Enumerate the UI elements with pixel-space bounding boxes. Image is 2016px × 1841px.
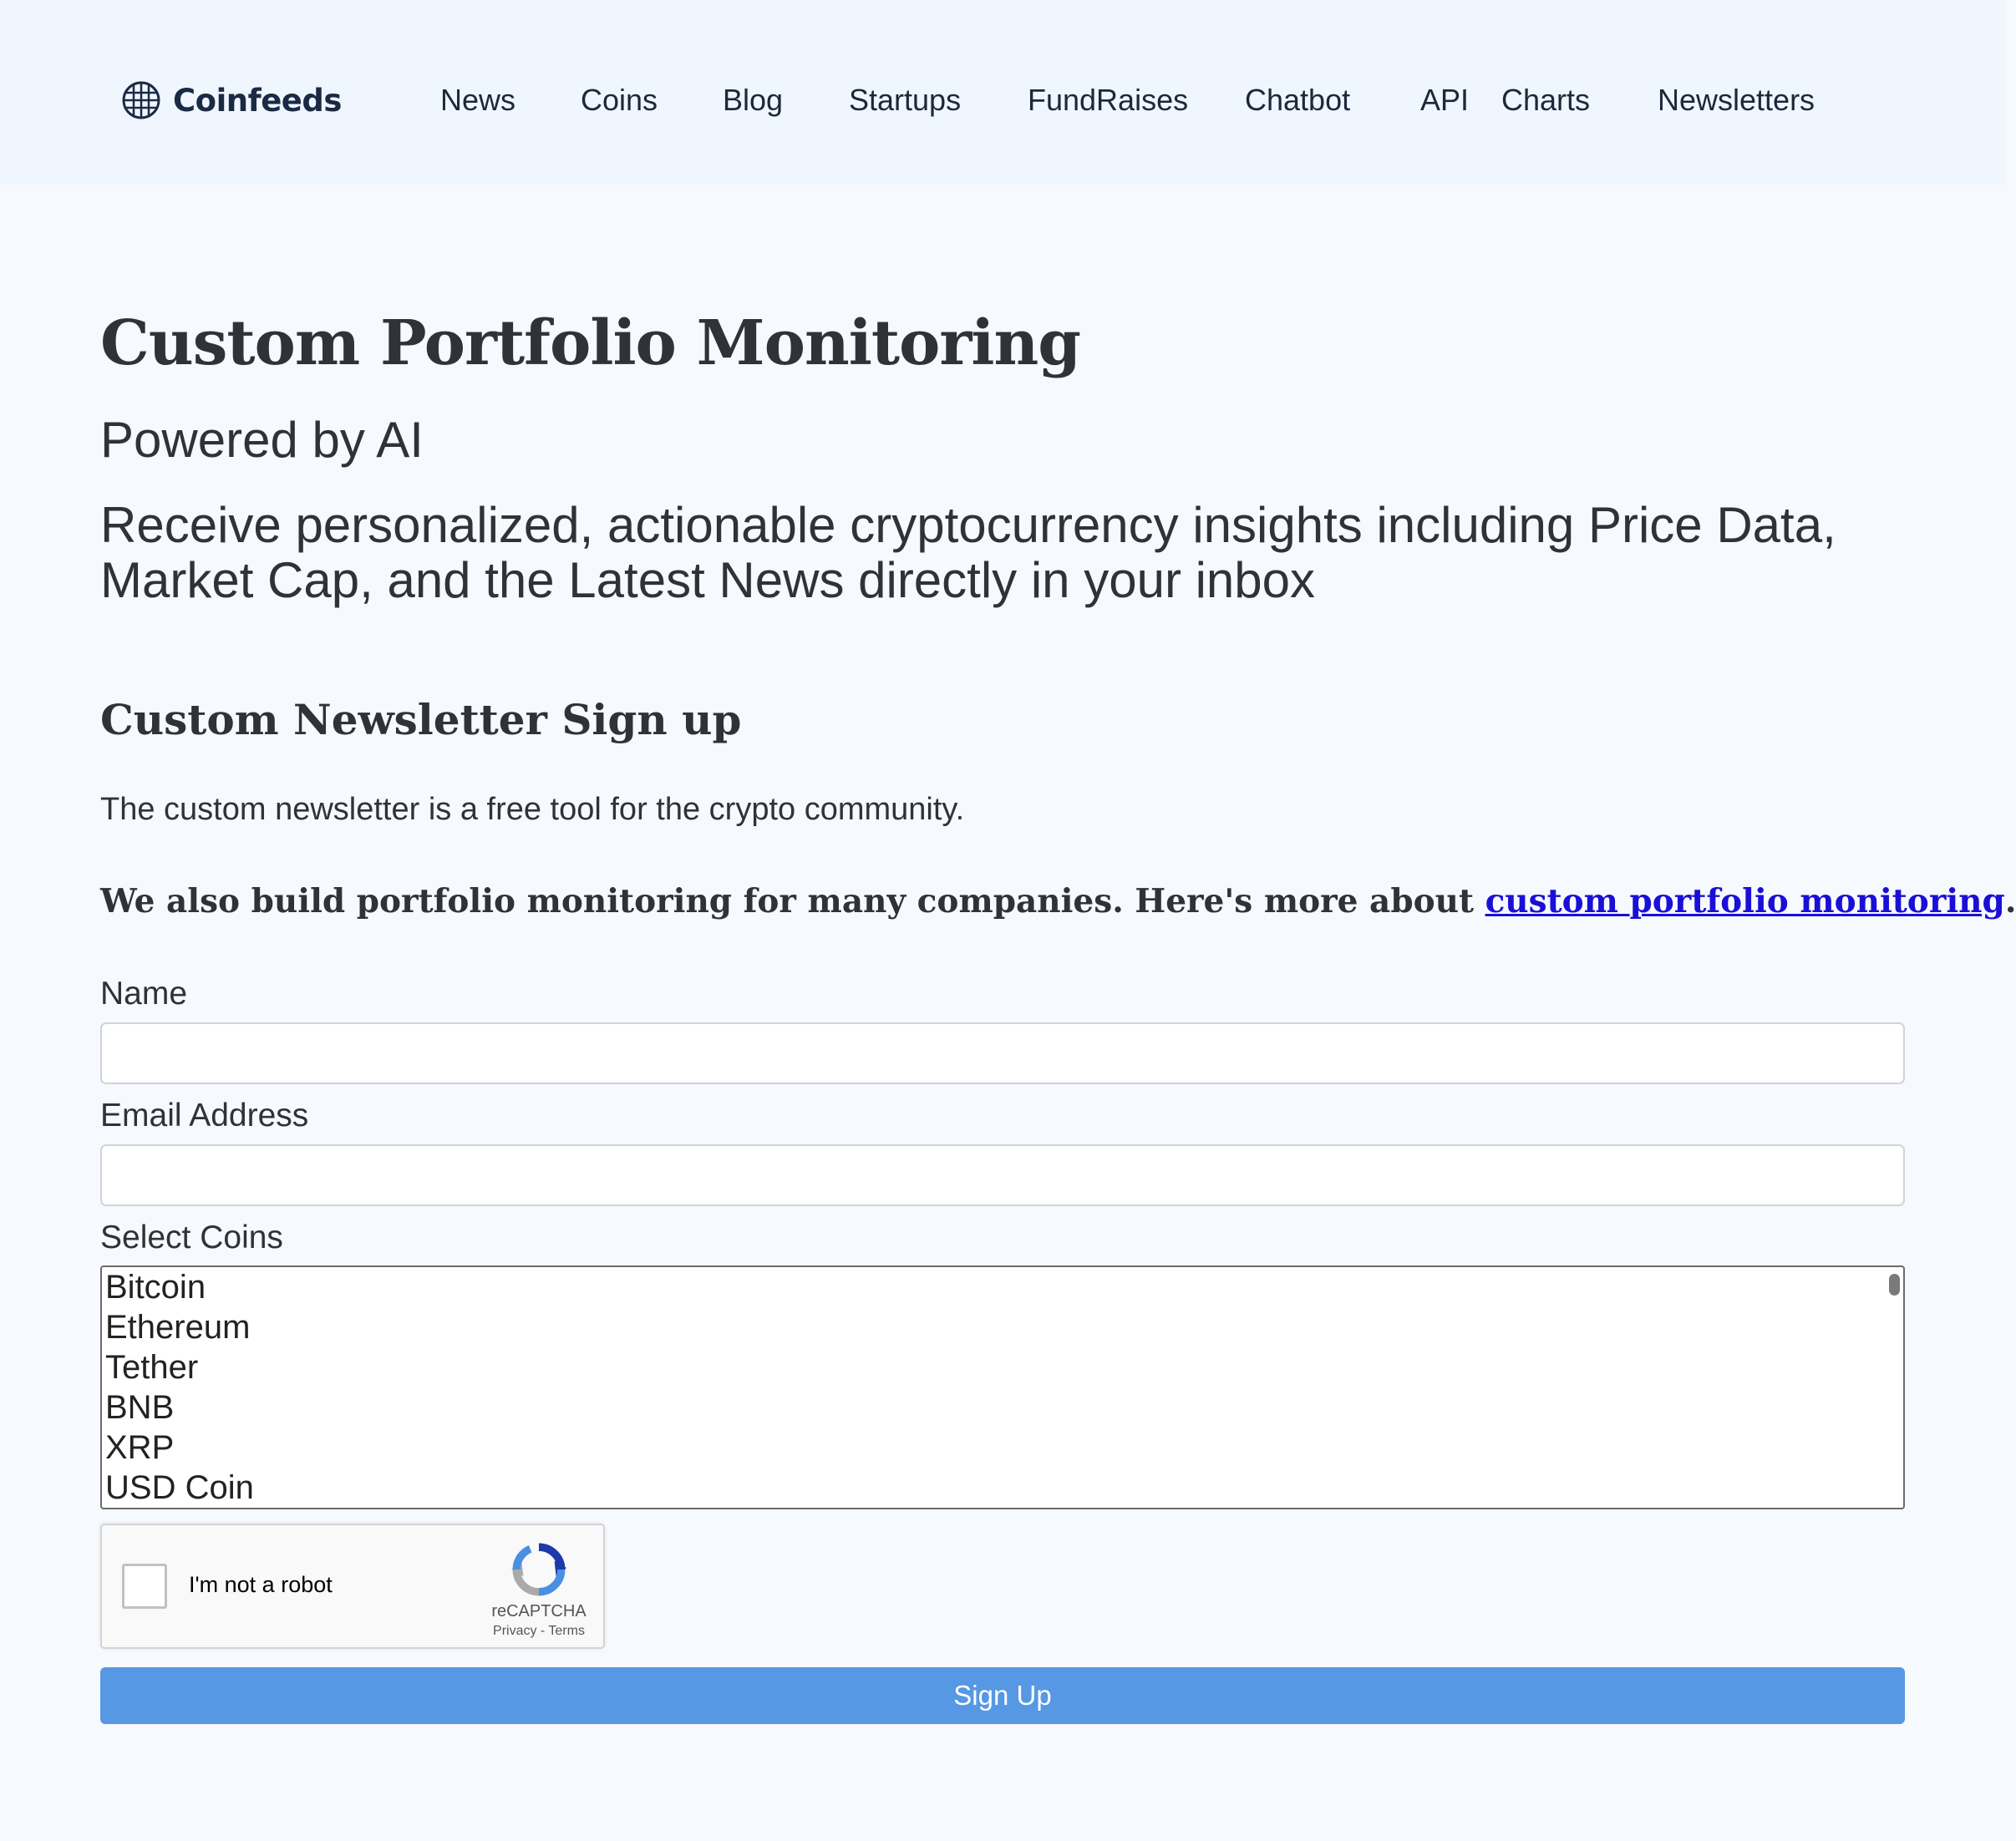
nav-coins[interactable]: Coins <box>581 83 658 117</box>
sign-up-button[interactable]: Sign Up <box>100 1667 1905 1724</box>
coin-option-tether[interactable]: Tether <box>105 1349 199 1386</box>
nav-charts[interactable]: Charts <box>1501 83 1591 117</box>
nav-chatbot[interactable]: Chatbot <box>1245 83 1351 117</box>
portfolio-note-prefix: We also build portfolio monitoring for many companies. Here's more about <box>100 882 1485 920</box>
nav-api[interactable]: API <box>1420 83 1470 117</box>
nav-fundraises[interactable]: FundRaises <box>1028 83 1189 117</box>
recaptcha-brand: reCAPTCHA <box>491 1602 587 1620</box>
nav-startups[interactable]: Startups <box>849 83 962 117</box>
select-coins-label: Select Coins <box>100 1220 283 1255</box>
coin-option-bnb[interactable]: BNB <box>105 1389 175 1426</box>
nav-blog[interactable]: Blog <box>723 83 784 117</box>
name-label: Name <box>100 976 188 1012</box>
nav-news[interactable]: News <box>440 83 516 117</box>
email-input[interactable] <box>100 1144 1905 1206</box>
name-input[interactable] <box>100 1022 1905 1084</box>
description-text: The custom newsletter is a free tool for the crypto community. <box>100 792 965 827</box>
recaptcha-checkbox[interactable] <box>122 1564 167 1609</box>
nav-newsletters[interactable]: Newsletters <box>1658 83 1815 117</box>
portfolio-note-suffix: . <box>2004 882 2016 920</box>
email-label: Email Address <box>100 1098 309 1134</box>
recaptcha-logo-icon <box>511 1542 566 1597</box>
coin-options <box>102 1267 254 1508</box>
portfolio-note <box>100 882 2016 920</box>
recaptcha-link-separator: - <box>536 1624 549 1638</box>
coin-list-scrollbar[interactable] <box>1889 1274 1900 1296</box>
page-title: Custom Portfolio Monitoring <box>100 307 1081 379</box>
recaptcha-widget <box>100 1524 605 1649</box>
recaptcha-terms-link[interactable]: Terms <box>548 1624 585 1638</box>
section-title: Custom Newsletter Sign up <box>100 695 742 744</box>
globe-grid-icon <box>121 80 161 120</box>
coin-option-usd-coin[interactable]: USD Coin <box>105 1469 254 1506</box>
recaptcha-label: I'm not a robot <box>189 1572 333 1597</box>
coin-option-xrp[interactable]: XRP <box>105 1429 175 1466</box>
recaptcha-links <box>470 1624 608 1639</box>
custom-portfolio-monitoring-link[interactable]: custom portfolio monitoring <box>1485 882 2005 920</box>
brand-logo-link[interactable] <box>121 79 342 122</box>
recaptcha-privacy-link[interactable]: Privacy <box>493 1624 537 1638</box>
coin-option-bitcoin[interactable]: Bitcoin <box>105 1269 206 1306</box>
coin-option-ethereum[interactable]: Ethereum <box>105 1309 251 1346</box>
brand-name: Coinfeeds <box>173 82 342 119</box>
lead-text: Receive personalized, actionable cryptocurrency insights including Price Data, Market Cap, and the Latest News directly in your inbox <box>100 497 1836 608</box>
coin-multiselect[interactable] <box>100 1265 1905 1509</box>
top-navigation-bar <box>0 0 2005 185</box>
page-subtitle: Powered by AI <box>100 412 424 468</box>
